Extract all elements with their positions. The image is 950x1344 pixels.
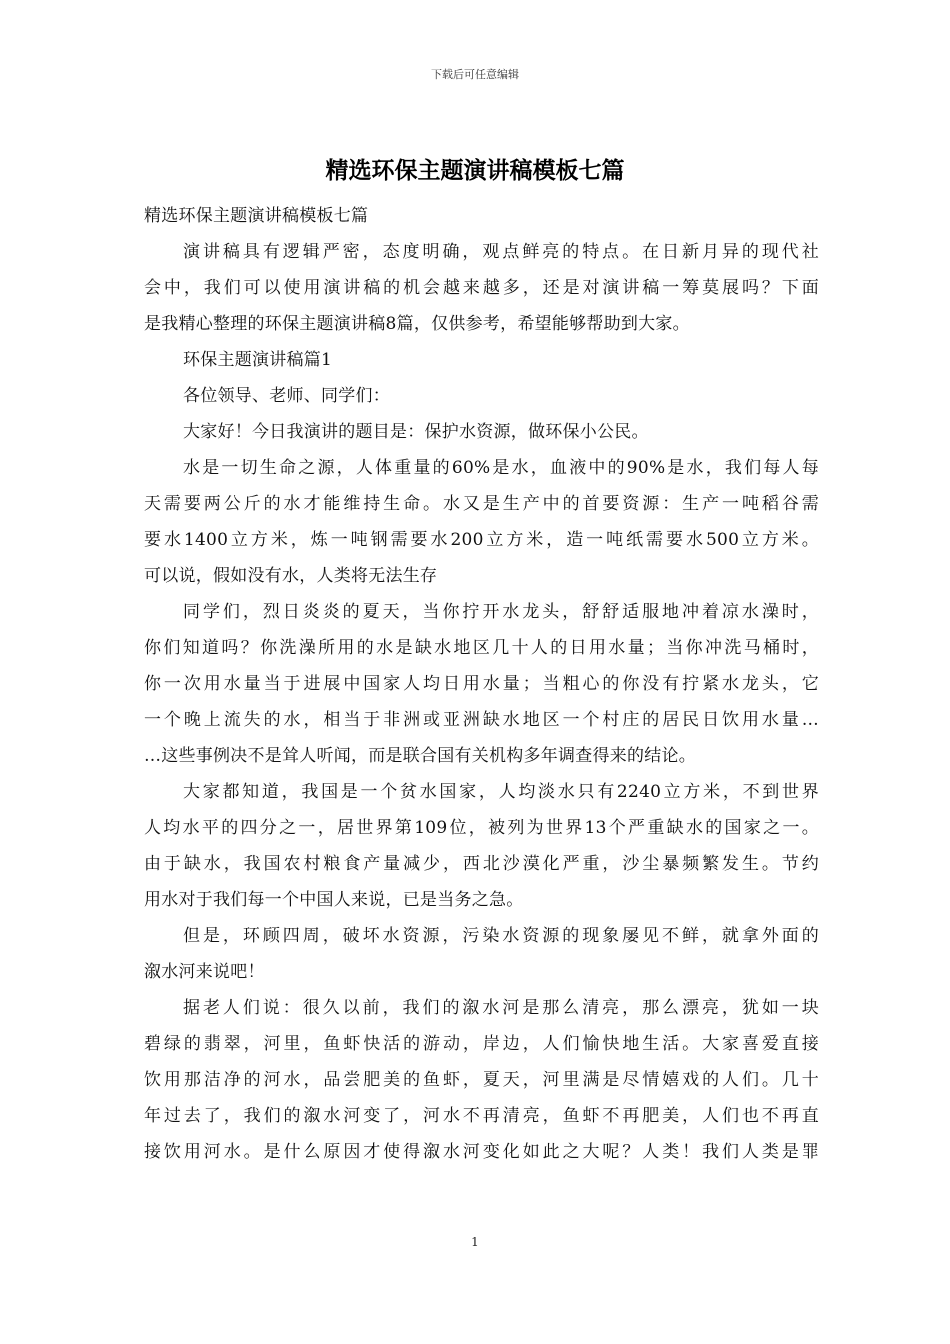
body-text-line: 同学们，烈日炎炎的夏天，当你拧开水龙头，舒舒适服地冲着凉水澡时， (183, 602, 819, 622)
body-text-line: 你一次用水量当于进展中国家人均日用水量；当粗心的你没有拧紧水龙头，它 (144, 674, 819, 694)
body-text-line: 精选环保主题演讲稿模板七篇 (144, 206, 369, 226)
body-text-line: …这些事例决不是耸人听闻，而是联合国有关机构多年调查得来的结论。 (144, 746, 696, 766)
body-text-line: 会中，我们可以使用演讲稿的机会越来越多，还是对演讲稿一筹莫展吗？下面 (144, 278, 819, 298)
body-text-line: 由于缺水，我国农村粮食产量减少，西北沙漠化严重，沙尘暴频繁发生。节约 (144, 854, 819, 874)
page-header: 下载后可任意编辑 (431, 68, 519, 81)
body-text-line: 人均水平的四分之一，居世界第109位，被列为世界13个严重缺水的国家之一。 (144, 818, 819, 838)
body-text-line: 溆水河来说吧！ (144, 962, 265, 982)
body-text-line: 用水对于我们每一个中国人来说，已是当务之急。 (144, 890, 524, 910)
page-number: 1 (471, 1235, 479, 1249)
body-text-line: 碧绿的翡翠，河里，鱼虾快活的游动，岸边，人们愉快地生活。大家喜爱直接 (144, 1034, 819, 1054)
body-text-line: 年过去了，我们的溆水河变了，河水不再清亮，鱼虾不再肥美，人们也不再直 (144, 1106, 819, 1126)
body-text-line: 饮用那洁净的河水，品尝肥美的鱼虾，夏天，河里满是尽情嬉戏的人们。几十 (144, 1070, 819, 1090)
body-text-line: 各位领导、老师、同学们： (183, 386, 390, 406)
body-text-line: 接饮用河水。是什么原因才使得溆水河变化如此之大呢？人类！我们人类是罪 (144, 1142, 819, 1162)
body-text-line: 环保主题演讲稿篇1 (183, 350, 333, 370)
body-text-line: 天需要两公斤的水才能维持生命。水又是生产中的首要资源：生产一吨稻谷需 (144, 494, 819, 514)
body-text-line: 要水1400立方米，炼一吨钢需要水200立方米，造一吨纸需要水500立方米。 (144, 530, 819, 550)
body-text-line: 但是，环顾四周，破坏水资源，污染水资源的现象屡见不鲜，就拿外面的 (183, 926, 819, 946)
body-text-line: 水是一切生命之源，人体重量的60%是水，血液中的90%是水，我们每人每 (183, 458, 819, 478)
body-text-line: 可以说，假如没有水，人类将无法生存 (144, 566, 438, 586)
body-text-line: 是我精心整理的环保主题演讲稿8篇，仅供参考，希望能够帮助到大家。 (144, 314, 690, 334)
body-text-line: 一个晚上流失的水，相当于非洲或亚洲缺水地区一个村庄的居民日饮用水量… (144, 710, 819, 730)
document-title: 精选环保主题演讲稿模板七篇 (325, 157, 625, 184)
body-text-line: 你们知道吗？你洗澡所用的水是缺水地区几十人的日用水量；当你冲洗马桶时， (144, 638, 819, 658)
document-body (144, 198, 819, 1170)
body-text-line: 大家好！今日我演讲的题目是：保护水资源，做环保小公民。 (183, 422, 649, 442)
body-text-line: 据老人们说：很久以前，我们的溆水河是那么清亮，那么漂亮，犹如一块 (183, 998, 819, 1018)
body-text-line: 大家都知道，我国是一个贫水国家，人均淡水只有2240立方米，不到世界 (183, 782, 819, 802)
body-text-line: 演讲稿具有逻辑严密，态度明确，观点鲜亮的特点。在日新月异的现代社 (183, 242, 819, 262)
